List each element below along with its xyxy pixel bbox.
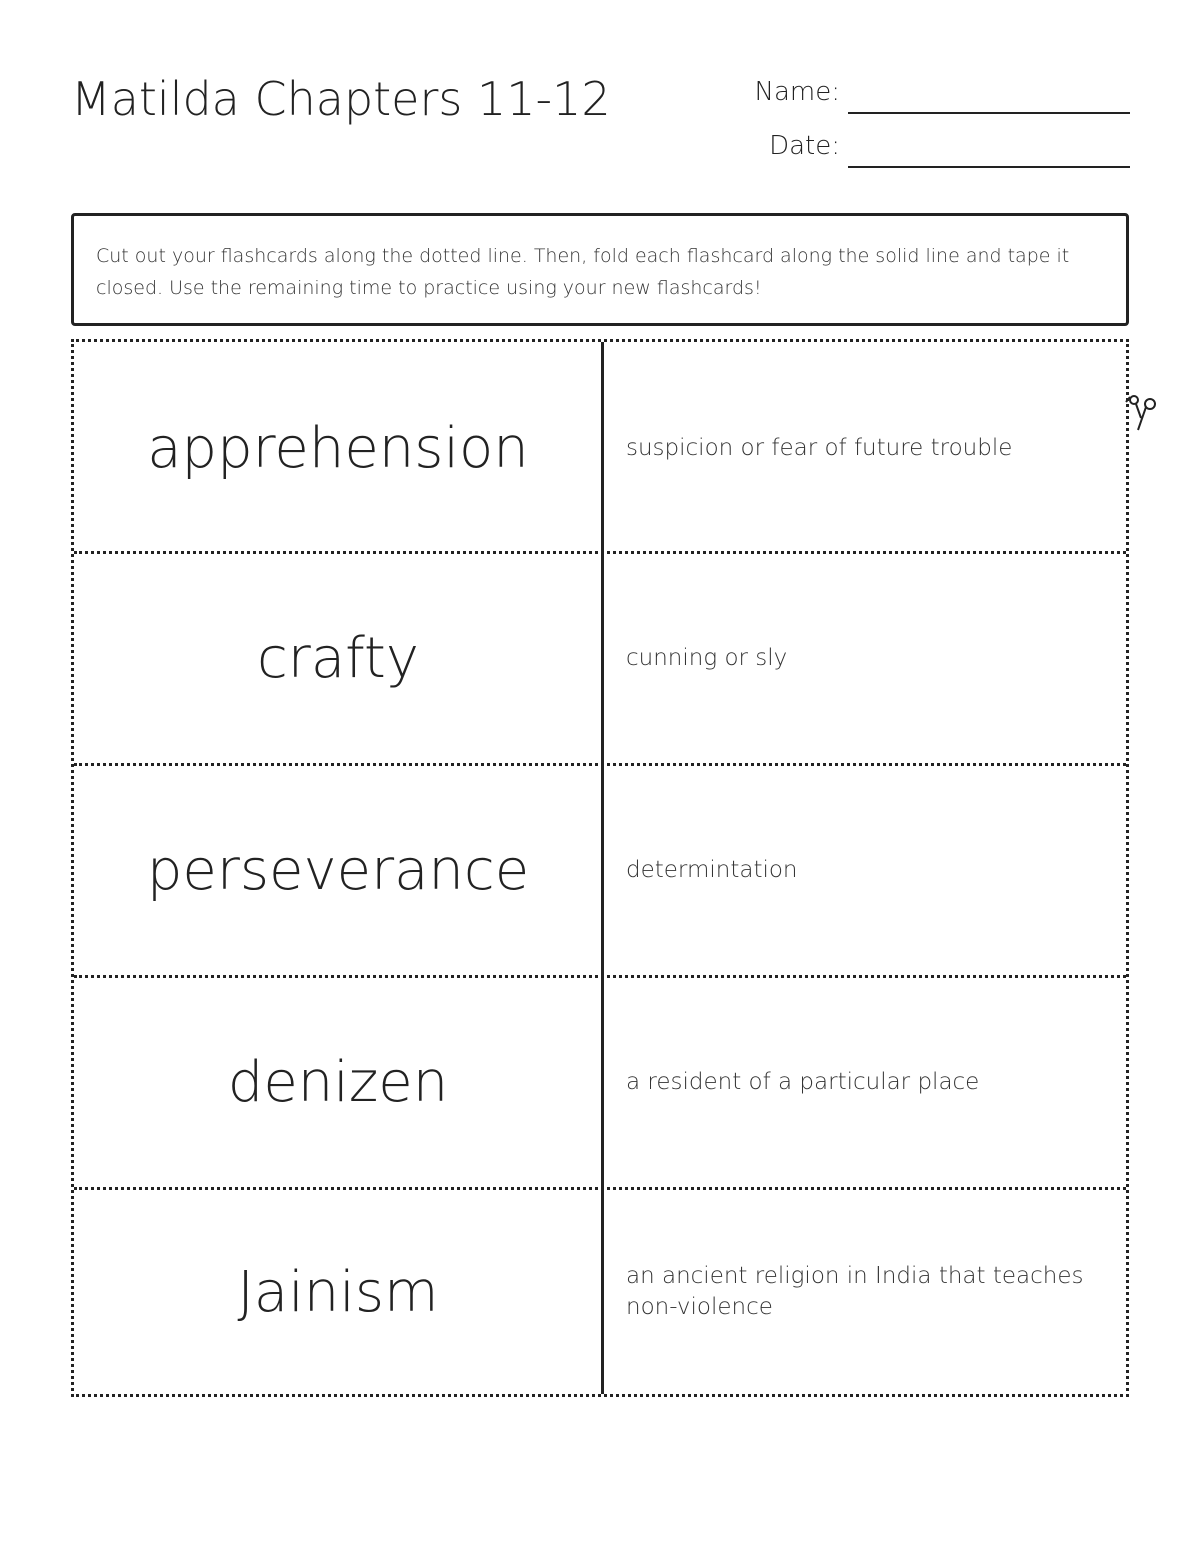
flashcard-definition: a resident of a particular place bbox=[626, 1069, 980, 1095]
name-field bbox=[755, 76, 1130, 108]
instructions-text: Cut out your flashcards along the dotted line. Then, fold each flashcard along the solid line and tape it closed. Use the remaining time to practice using your new flashcards! bbox=[96, 245, 1070, 299]
flashcard-definition: suspicion or fear of future trouble bbox=[626, 434, 1013, 461]
flashcard-term: denizen bbox=[227, 1050, 449, 1115]
flashcard-definition: cunning or sly bbox=[626, 645, 788, 671]
fold-line bbox=[601, 978, 604, 1187]
flashcard-term: crafty bbox=[257, 626, 419, 691]
fold-line bbox=[601, 766, 604, 975]
fold-line bbox=[601, 554, 604, 763]
flashcard-row bbox=[74, 763, 1126, 975]
flashcard-sheet bbox=[71, 339, 1129, 1397]
flashcard-definition: an ancient religion in India that teaches non-violence bbox=[626, 1263, 1084, 1320]
name-label: Name: bbox=[754, 77, 840, 107]
flashcard-term: Jainism bbox=[237, 1259, 439, 1325]
name-line bbox=[848, 112, 1130, 114]
flashcard-term: perseverance bbox=[146, 838, 530, 903]
flashcard-row bbox=[74, 551, 1126, 763]
flashcard-row bbox=[74, 1187, 1126, 1394]
date-label: Date: bbox=[769, 131, 840, 161]
flashcard-definition: determintation bbox=[626, 857, 798, 883]
date-field bbox=[769, 130, 1130, 162]
fold-line bbox=[601, 342, 604, 554]
date-line bbox=[848, 166, 1130, 168]
flashcard-term: apprehension bbox=[147, 415, 529, 481]
flashcard-row bbox=[74, 975, 1126, 1187]
scissors-icon bbox=[1124, 394, 1158, 434]
instructions-box bbox=[71, 213, 1129, 326]
flashcard-row bbox=[74, 342, 1126, 554]
fold-line bbox=[601, 1190, 604, 1394]
page-title: Matilda Chapters 11-12 bbox=[71, 72, 611, 126]
